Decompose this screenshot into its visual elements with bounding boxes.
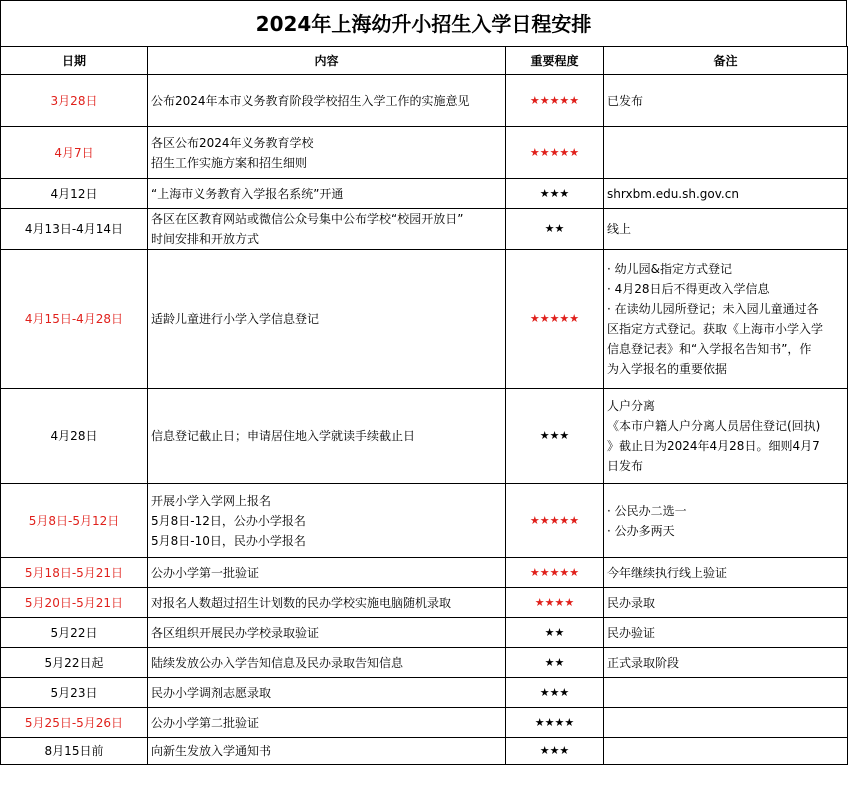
table-row (1, 127, 848, 179)
table-body (1, 75, 848, 765)
note-line: 正式录取阶段 (607, 655, 680, 670)
importance-stars: ★★ (506, 648, 604, 678)
note-line: 已发布 (607, 93, 644, 108)
content-line: 陆续发放公办入学告知信息及民办录取告知信息 (151, 655, 404, 670)
note-cell (604, 588, 848, 618)
content-cell (148, 127, 506, 179)
importance-stars: ★★★★★ (506, 75, 604, 127)
note-line: 《本市户籍人户分离人员居住登记(回执) (607, 419, 821, 433)
note-line: · 4月28日后不得更改入学信息 (607, 282, 770, 296)
date-cell: 4月15日-4月28日 (1, 250, 148, 389)
note-line: 民办验证 (607, 625, 656, 640)
content-cell (148, 618, 506, 648)
importance-stars: ★★ (506, 618, 604, 648)
note-cell (604, 179, 848, 209)
header-date: 日期 (1, 47, 148, 75)
content-line: 5月8日-12日，公办小学报名 (151, 513, 306, 528)
note-line: 》截止日为2024年4月28日。细则4月7 (607, 439, 820, 453)
content-line: 公办小学第一批验证 (151, 565, 260, 580)
date-cell: 3月28日 (1, 75, 148, 127)
note-cell (604, 558, 848, 588)
table-row (1, 618, 848, 648)
note-cell (604, 127, 848, 179)
note-cell (604, 484, 848, 558)
date-cell: 5月8日-5月12日 (1, 484, 148, 558)
note-line: 人户分离 (607, 399, 656, 413)
content-line: 公布2024年本市义务教育阶段学校招生入学工作的实施意见 (151, 93, 470, 108)
note-cell (604, 678, 848, 708)
date-cell: 5月22日 (1, 618, 148, 648)
content-line: 5月8日-10日，民办小学报名 (151, 533, 306, 548)
importance-stars: ★★ (506, 209, 604, 250)
note-line: 线上 (607, 222, 632, 236)
table-row (1, 708, 848, 738)
importance-stars: ★★★★★ (506, 558, 604, 588)
content-cell (148, 738, 506, 765)
note-line: 为入学报名的重要依据 (607, 362, 728, 376)
table-row (1, 179, 848, 209)
importance-stars: ★★★★★ (506, 484, 604, 558)
page-title: 2024年上海幼升小招生入学日程安排 (0, 0, 847, 46)
note-cell (604, 618, 848, 648)
date-cell: 5月18日-5月21日 (1, 558, 148, 588)
table-row (1, 484, 848, 558)
importance-stars: ★★★★★ (506, 250, 604, 389)
importance-stars: ★★★★ (506, 588, 604, 618)
content-line: 各区在区教育网站或微信公众号集中公布学校“校园开放日” (151, 212, 464, 226)
importance-stars: ★★★ (506, 738, 604, 765)
note-line: · 公办多两天 (607, 523, 675, 538)
content-cell (148, 708, 506, 738)
note-line: 区指定方式登记。获取《上海市小学入学 (607, 322, 824, 336)
note-cell (604, 708, 848, 738)
note-cell (604, 250, 848, 389)
note-line: · 公民办二选一 (607, 503, 687, 518)
date-cell: 5月20日-5月21日 (1, 588, 148, 618)
table-row (1, 738, 848, 765)
header-importance: 重要程度 (506, 47, 604, 75)
content-cell (148, 179, 506, 209)
content-line: 招生工作实施方案和招生细则 (151, 155, 308, 170)
table-row (1, 209, 848, 250)
date-cell: 5月25日-5月26日 (1, 708, 148, 738)
content-cell (148, 75, 506, 127)
content-cell (148, 648, 506, 678)
date-cell: 8月15日前 (1, 738, 148, 765)
note-cell (604, 209, 848, 250)
note-line: · 在读幼儿园所登记；未入园儿童通过各 (607, 302, 819, 316)
note-line: 日发布 (607, 459, 644, 473)
content-line: 各区公布2024年义务教育学校 (151, 135, 314, 150)
note-line: 今年继续执行线上验证 (607, 565, 728, 580)
content-cell (148, 389, 506, 484)
note-line: 民办录取 (607, 595, 656, 610)
date-cell: 4月12日 (1, 179, 148, 209)
content-line: 信息登记截止日；申请居住地入学就读手续截止日 (151, 429, 416, 443)
importance-stars: ★★★ (506, 179, 604, 209)
content-line: 公办小学第二批验证 (151, 715, 260, 730)
content-line: 时间安排和开放方式 (151, 232, 260, 246)
table-row (1, 648, 848, 678)
date-cell: 5月22日起 (1, 648, 148, 678)
note-cell (604, 389, 848, 484)
table-row (1, 558, 848, 588)
date-cell: 4月13日-4月14日 (1, 209, 148, 250)
note-cell (604, 75, 848, 127)
content-cell (148, 678, 506, 708)
note-line: 信息登记表》和“入学报名告知书”，作 (607, 342, 812, 356)
date-cell: 4月28日 (1, 389, 148, 484)
note-line: · 幼儿园&指定方式登记 (607, 262, 732, 276)
content-cell (148, 250, 506, 389)
content-cell (148, 588, 506, 618)
header-row (1, 47, 848, 75)
header-note: 备注 (604, 47, 848, 75)
importance-stars: ★★★★ (506, 708, 604, 738)
importance-stars: ★★★ (506, 678, 604, 708)
content-line: 开展小学入学网上报名 (151, 493, 272, 508)
content-cell (148, 484, 506, 558)
table-row (1, 588, 848, 618)
table-row (1, 250, 848, 389)
header-content: 内容 (148, 47, 506, 75)
content-cell (148, 558, 506, 588)
content-line: 民办小学调剂志愿录取 (151, 685, 272, 700)
content-line: 对报名人数超过招生计划数的民办学校实施电脑随机录取 (151, 595, 452, 610)
date-cell: 4月7日 (1, 127, 148, 179)
content-cell (148, 209, 506, 250)
content-line: “上海市义务教育入学报名系统”开通 (151, 186, 344, 201)
content-line: 适龄儿童进行小学入学信息登记 (151, 312, 320, 326)
table-row (1, 389, 848, 484)
note-line: shrxbm.edu.sh.gov.cn (607, 186, 739, 201)
importance-stars: ★★★ (506, 389, 604, 484)
content-line: 向新生发放入学通知书 (151, 744, 272, 758)
table-row (1, 678, 848, 708)
table-row (1, 75, 848, 127)
date-cell: 5月23日 (1, 678, 148, 708)
schedule-table (0, 46, 848, 765)
content-line: 各区组织开展民办学校录取验证 (151, 625, 320, 640)
note-cell (604, 648, 848, 678)
note-cell (604, 738, 848, 765)
importance-stars: ★★★★★ (506, 127, 604, 179)
